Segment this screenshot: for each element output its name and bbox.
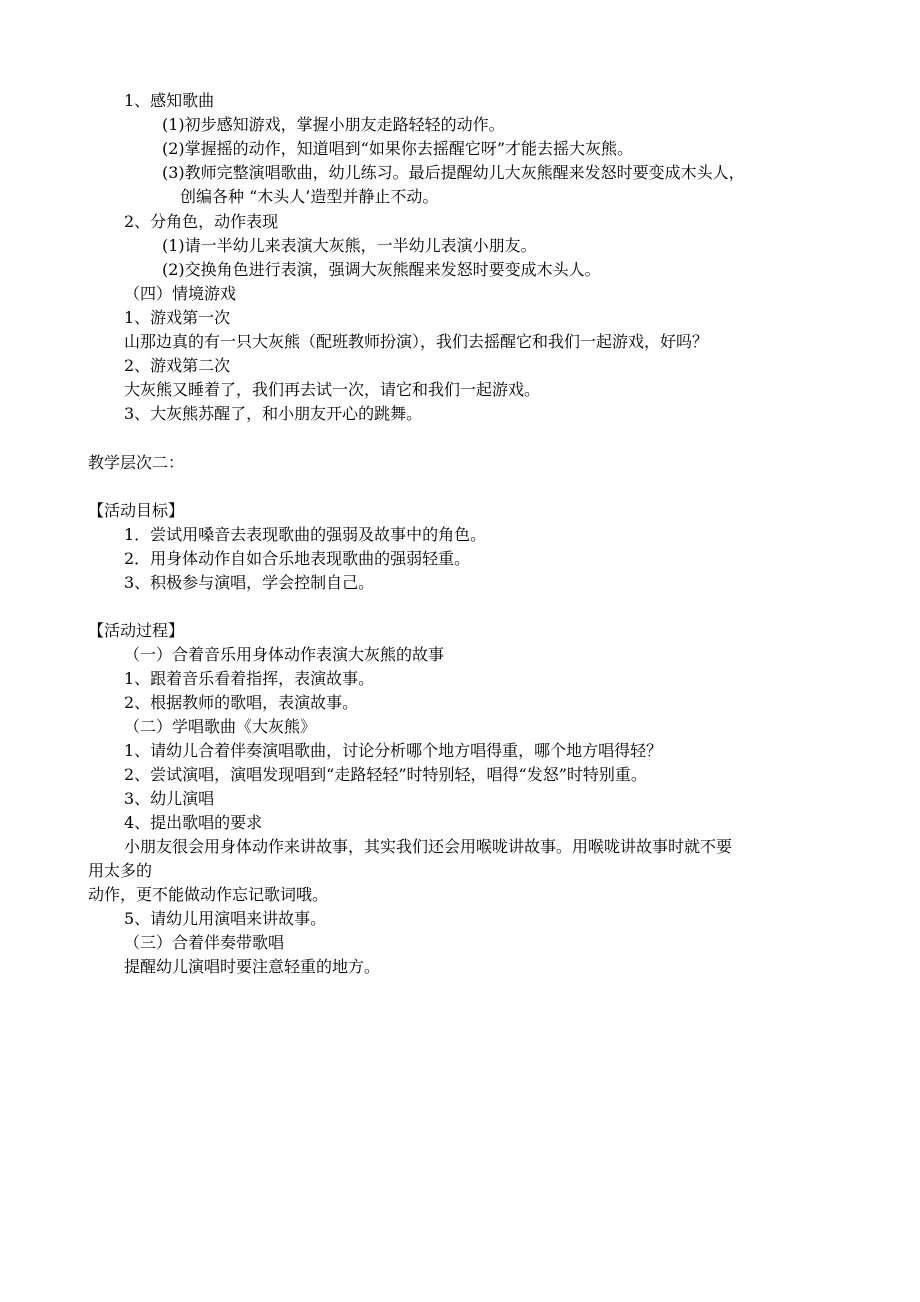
text-line: 5、请幼儿用演唱来讲故事。 [124, 909, 327, 928]
section-heading: 教学层次二： [88, 453, 185, 472]
text-line: (1)初步感知游戏，掌握小朋友走路轻轻的动作。 [162, 115, 505, 134]
text-line: 1、请幼儿合着伴奏演唱歌曲，讨论分析哪个地方唱得重，哪个地方唱得轻？ [124, 741, 663, 760]
text-line: 2、根据教师的歌唱，表演故事。 [124, 693, 359, 712]
text-line: 创编各种 “木头人’造型并静止不动。 [180, 187, 439, 206]
text-line: (2)掌握摇的动作，知道唱到“如果你去摇醒它呀”才能去摇大灰熊。 [162, 139, 634, 158]
section-heading: 【活动目标】 [88, 501, 185, 520]
text-line: 2、尝试演唱，演唱发现唱到“走路轻轻”时特别轻，唱得“发怒”时特别重。 [124, 765, 647, 784]
text-line: 动作，更不能做动作忘记歌词哦。 [88, 885, 329, 904]
section-heading: （一）合着音乐用身体动作表演大灰熊的故事 [124, 645, 445, 664]
text-line: 3、大灰熊苏醒了，和小朋友开心的跳舞。 [124, 404, 423, 423]
text-line: 3、积极参与演唱，学会控制自己。 [124, 573, 375, 592]
text-line: 1、跟着音乐看着指挥，表演故事。 [124, 669, 375, 688]
text-line: 2．用身体动作自如合乐地表现歌曲的强弱轻重。 [124, 549, 471, 568]
text-line: 1、感知歌曲 [124, 91, 215, 110]
text-line: (1)请一半幼儿来表演大灰熊，一半幼儿表演小朋友。 [162, 236, 537, 255]
section-heading: （三）合着伴奏带歌唱 [124, 933, 285, 952]
section-heading: （二）学唱歌曲《大灰熊》 [124, 717, 317, 736]
text-line: 2、游戏第二次 [124, 356, 231, 375]
text-line: 山那边真的有一只大灰熊（配班教师扮演），我们去摇醒它和我们一起游戏，好吗？ [124, 332, 709, 351]
text-line: 用太多的 [88, 861, 153, 880]
text-line: 小朋友很会用身体动作来讲故事，其实我们还会用喉咙讲故事。用喉咙讲故事时就不要 [124, 837, 733, 856]
text-line: 大灰熊又睡着了，我们再去试一次，请它和我们一起游戏。 [124, 380, 541, 399]
text-line: 4、提出歌唱的要求 [124, 813, 263, 832]
text-line: 3、幼儿演唱 [124, 789, 215, 808]
section-heading: （四）情境游戏 [124, 284, 237, 303]
section-heading: 【活动过程】 [88, 621, 185, 640]
text-line: 1．尝试用嗓音去表现歌曲的强弱及故事中的角色。 [124, 525, 487, 544]
text-line: (2)交换角色进行表演，强调大灰熊醒来发怒时要变成木头人。 [162, 260, 601, 279]
text-line: 2、分角色，动作表现 [124, 212, 279, 231]
text-line: 提醒幼儿演唱时要注意轻重的地方。 [124, 957, 381, 976]
text-line: (3)教师完整演唱歌曲，幼儿练习。最后提醒幼儿大灰熊醒来发怒时要变成木头人， [162, 163, 745, 182]
text-line: 1、游戏第一次 [124, 308, 231, 327]
